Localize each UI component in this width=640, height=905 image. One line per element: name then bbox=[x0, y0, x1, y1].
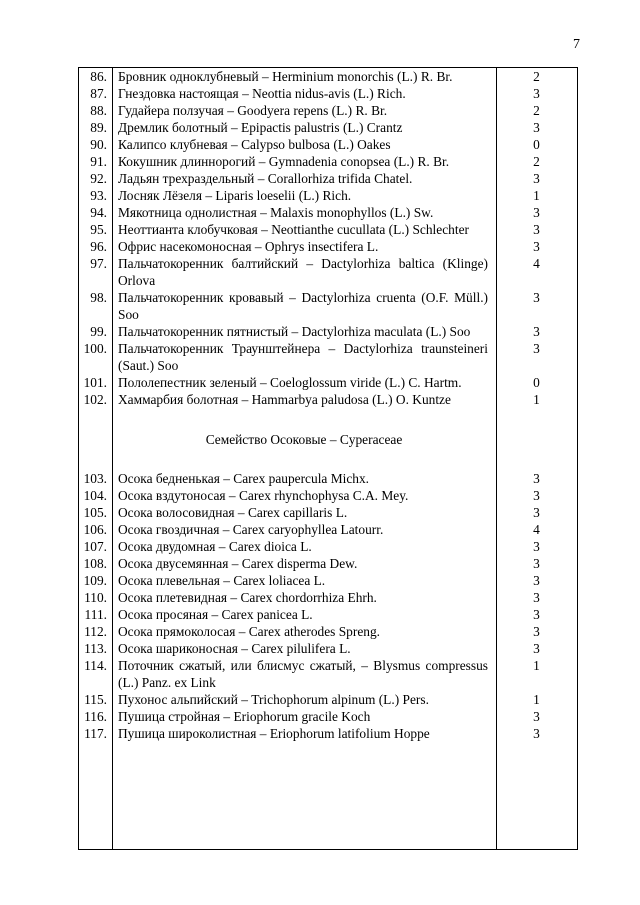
species-name: Осока прямоколосая – Carex atherodes Spreng. bbox=[118, 624, 381, 639]
table-row bbox=[79, 136, 577, 153]
species-name: Пушица стройная – Eriophorum gracile Koch bbox=[118, 709, 371, 724]
table-row bbox=[79, 391, 577, 408]
species-name: Осока шариконосная – Carex pilulifera L. bbox=[118, 641, 351, 656]
species-name: Гудайера ползучая – Goodyera repens (L.) R. Br. bbox=[118, 103, 388, 118]
species-name: Калипсо клубневая – Calypso bulbosa (L.) Oakes bbox=[118, 137, 391, 152]
table-row bbox=[79, 102, 577, 119]
table-row bbox=[79, 504, 577, 521]
row-number: 93. bbox=[90, 188, 107, 203]
status-value: 3 bbox=[533, 171, 540, 186]
status-value: 1 bbox=[533, 188, 540, 203]
status-value: 0 bbox=[533, 137, 540, 152]
species-name: Осока гвоздичная – Carex caryophyllea Latourr. bbox=[118, 522, 384, 537]
row-number: 107. bbox=[83, 539, 107, 554]
table-row bbox=[79, 538, 577, 555]
table-row bbox=[79, 289, 577, 323]
status-value: 4 bbox=[533, 256, 540, 271]
status-value: 1 bbox=[533, 692, 540, 707]
table-row bbox=[79, 85, 577, 102]
row-number: 94. bbox=[90, 205, 107, 220]
status-value: 3 bbox=[533, 726, 540, 741]
species-name: Пальчатокоренник Траунштейнера – Dactylorhiza traunsteineri (Saut.) Soo bbox=[118, 341, 488, 373]
species-name: Пухонос альпийский – Trichophorum alpinum (L.) Pers. bbox=[118, 692, 429, 707]
row-number: 111. bbox=[84, 607, 107, 622]
row-number: 117. bbox=[84, 726, 107, 741]
table-row bbox=[79, 323, 577, 340]
species-name: Осока плетевидная – Carex chordorrhiza Ehrh. bbox=[118, 590, 377, 605]
row-number: 115. bbox=[84, 692, 107, 707]
status-value: 2 bbox=[533, 103, 540, 118]
species-name: Пололепестник зеленый – Coeloglossum viride (L.) C. Hartm. bbox=[118, 375, 462, 390]
status-value: 3 bbox=[533, 539, 540, 554]
row-number: 97. bbox=[90, 256, 107, 271]
status-value: 3 bbox=[533, 290, 540, 305]
row-number: 109. bbox=[83, 573, 107, 588]
status-value: 3 bbox=[533, 556, 540, 571]
species-name: Кокушник длиннорогий – Gymnadenia conopsea (L.) R. Br. bbox=[118, 154, 450, 169]
species-name: Ладьян трехраздельный – Corallorhiza trifida Chatel. bbox=[118, 171, 413, 186]
row-number: 88. bbox=[90, 103, 107, 118]
status-value: 3 bbox=[533, 205, 540, 220]
page-number: 7 bbox=[573, 37, 580, 52]
row-number: 114. bbox=[84, 658, 107, 673]
species-name: Бровник одноклубневый – Herminium monorchis (L.) R. Br. bbox=[118, 69, 453, 84]
family-heading: Семейство Осоковые – Cyperaceae bbox=[205, 432, 403, 447]
row-number: 89. bbox=[90, 120, 107, 135]
table-row bbox=[79, 470, 577, 487]
status-value: 3 bbox=[533, 324, 540, 339]
species-name: Неоттианта клобучковая – Neottianthe cucullata (L.) Schlechter bbox=[118, 222, 469, 237]
table-row bbox=[79, 572, 577, 589]
status-value: 3 bbox=[533, 590, 540, 605]
family-heading-num-cell bbox=[79, 408, 112, 470]
species-name: Осока волосовидная – Carex capillaris L. bbox=[118, 505, 348, 520]
table-row bbox=[79, 221, 577, 238]
row-number: 108. bbox=[83, 556, 107, 571]
table-row bbox=[79, 170, 577, 187]
status-value: 3 bbox=[533, 222, 540, 237]
row-number: 103. bbox=[83, 471, 107, 486]
species-name: Гнездовка настоящая – Neottia nidus-avis (L.) Rich. bbox=[118, 86, 406, 101]
row-number: 92. bbox=[90, 171, 107, 186]
row-number: 106. bbox=[83, 522, 107, 537]
table-row bbox=[79, 340, 577, 374]
orchid-rows bbox=[79, 68, 577, 408]
table-row bbox=[79, 589, 577, 606]
species-name: Осока плевельная – Carex loliacea L. bbox=[118, 573, 326, 588]
status-value: 3 bbox=[533, 641, 540, 656]
status-value: 3 bbox=[533, 341, 540, 356]
species-name: Осока бедненькая – Carex paupercula Michx. bbox=[118, 471, 370, 486]
status-value: 2 bbox=[533, 69, 540, 84]
status-value: 3 bbox=[533, 488, 540, 503]
status-value: 3 bbox=[533, 239, 540, 254]
species-name: Офрис насекомоносная – Ophrys insectifera L. bbox=[118, 239, 379, 254]
row-number: 101. bbox=[83, 375, 107, 390]
status-value: 3 bbox=[533, 709, 540, 724]
table-row bbox=[79, 238, 577, 255]
species-name: Пальчатокоренник пятнистый – Dactylorhiza maculata (L.) Soo bbox=[118, 324, 471, 339]
row-number: 90. bbox=[90, 137, 107, 152]
species-name: Пальчатокоренник балтийский – Dactylorhiza baltica (Klinge) Orlova bbox=[118, 256, 488, 288]
species-name: Дремлик болотный – Epipactis palustris (L.) Crantz bbox=[118, 120, 403, 135]
species-name: Осока вздутоносая – Carex rhynchophysa C.A. Mey. bbox=[118, 488, 409, 503]
row-number: 86. bbox=[90, 69, 107, 84]
row-number: 104. bbox=[83, 488, 107, 503]
status-value: 1 bbox=[533, 392, 540, 407]
sedge-rows bbox=[79, 470, 577, 742]
species-name: Осока двусемянная – Carex disperma Dew. bbox=[118, 556, 358, 571]
row-number: 91. bbox=[90, 154, 107, 169]
row-number: 105. bbox=[83, 505, 107, 520]
table-row bbox=[79, 691, 577, 708]
table-row bbox=[79, 119, 577, 136]
status-value: 1 bbox=[533, 658, 540, 673]
table-row bbox=[79, 606, 577, 623]
species-name: Мякотница однолистная – Malaxis monophyllos (L.) Sw. bbox=[118, 205, 434, 220]
status-value: 3 bbox=[533, 505, 540, 520]
row-number: 112. bbox=[84, 624, 107, 639]
family-heading-row bbox=[79, 408, 577, 470]
row-number: 100. bbox=[83, 341, 107, 356]
status-value: 3 bbox=[533, 607, 540, 622]
table-row bbox=[79, 708, 577, 725]
table-row bbox=[79, 521, 577, 538]
table-row bbox=[79, 204, 577, 221]
species-name: Осока просяная – Carex panicea L. bbox=[118, 607, 313, 622]
status-value: 3 bbox=[533, 471, 540, 486]
row-number: 110. bbox=[84, 590, 107, 605]
table-row bbox=[79, 640, 577, 657]
species-name: Пальчатокоренник кровавый – Dactylorhiza cruenta (O.F. Müll.) Soo bbox=[118, 290, 488, 322]
table-row bbox=[79, 187, 577, 204]
species-table bbox=[79, 68, 577, 742]
species-name: Лосняк Лёзеля – Liparis loeselii (L.) Rich. bbox=[118, 188, 352, 203]
family-heading-val-cell bbox=[496, 408, 577, 470]
row-number: 98. bbox=[90, 290, 107, 305]
table-row bbox=[79, 153, 577, 170]
table-row bbox=[79, 657, 577, 691]
species-name: Поточник сжатый, или блисмус сжатый, – Blysmus compressus (L.) Panz. ex Link bbox=[118, 658, 488, 690]
status-value: 0 bbox=[533, 375, 540, 390]
table-row bbox=[79, 374, 577, 391]
status-value: 2 bbox=[533, 154, 540, 169]
row-number: 113. bbox=[84, 641, 107, 656]
row-number: 99. bbox=[90, 324, 107, 339]
status-value: 3 bbox=[533, 573, 540, 588]
species-name: Пушица широколистная – Eriophorum latifolium Hoppe bbox=[118, 726, 430, 741]
row-number: 102. bbox=[83, 392, 107, 407]
status-value: 3 bbox=[533, 120, 540, 135]
status-value: 3 bbox=[533, 624, 540, 639]
species-name: Хаммарбия болотная – Hammarbya paludosa (L.) O. Kuntze bbox=[118, 392, 451, 407]
row-number: 116. bbox=[84, 709, 107, 724]
status-value: 3 bbox=[533, 86, 540, 101]
status-value: 4 bbox=[533, 522, 540, 537]
table-row bbox=[79, 623, 577, 640]
row-number: 95. bbox=[90, 222, 107, 237]
table-row bbox=[79, 725, 577, 742]
row-number: 87. bbox=[90, 86, 107, 101]
table-row bbox=[79, 487, 577, 504]
table-row bbox=[79, 555, 577, 572]
row-number: 96. bbox=[90, 239, 107, 254]
table-row bbox=[79, 255, 577, 289]
family-heading-row-group bbox=[79, 408, 577, 470]
table-row bbox=[79, 68, 577, 85]
species-name: Осока двудомная – Carex dioica L. bbox=[118, 539, 312, 554]
